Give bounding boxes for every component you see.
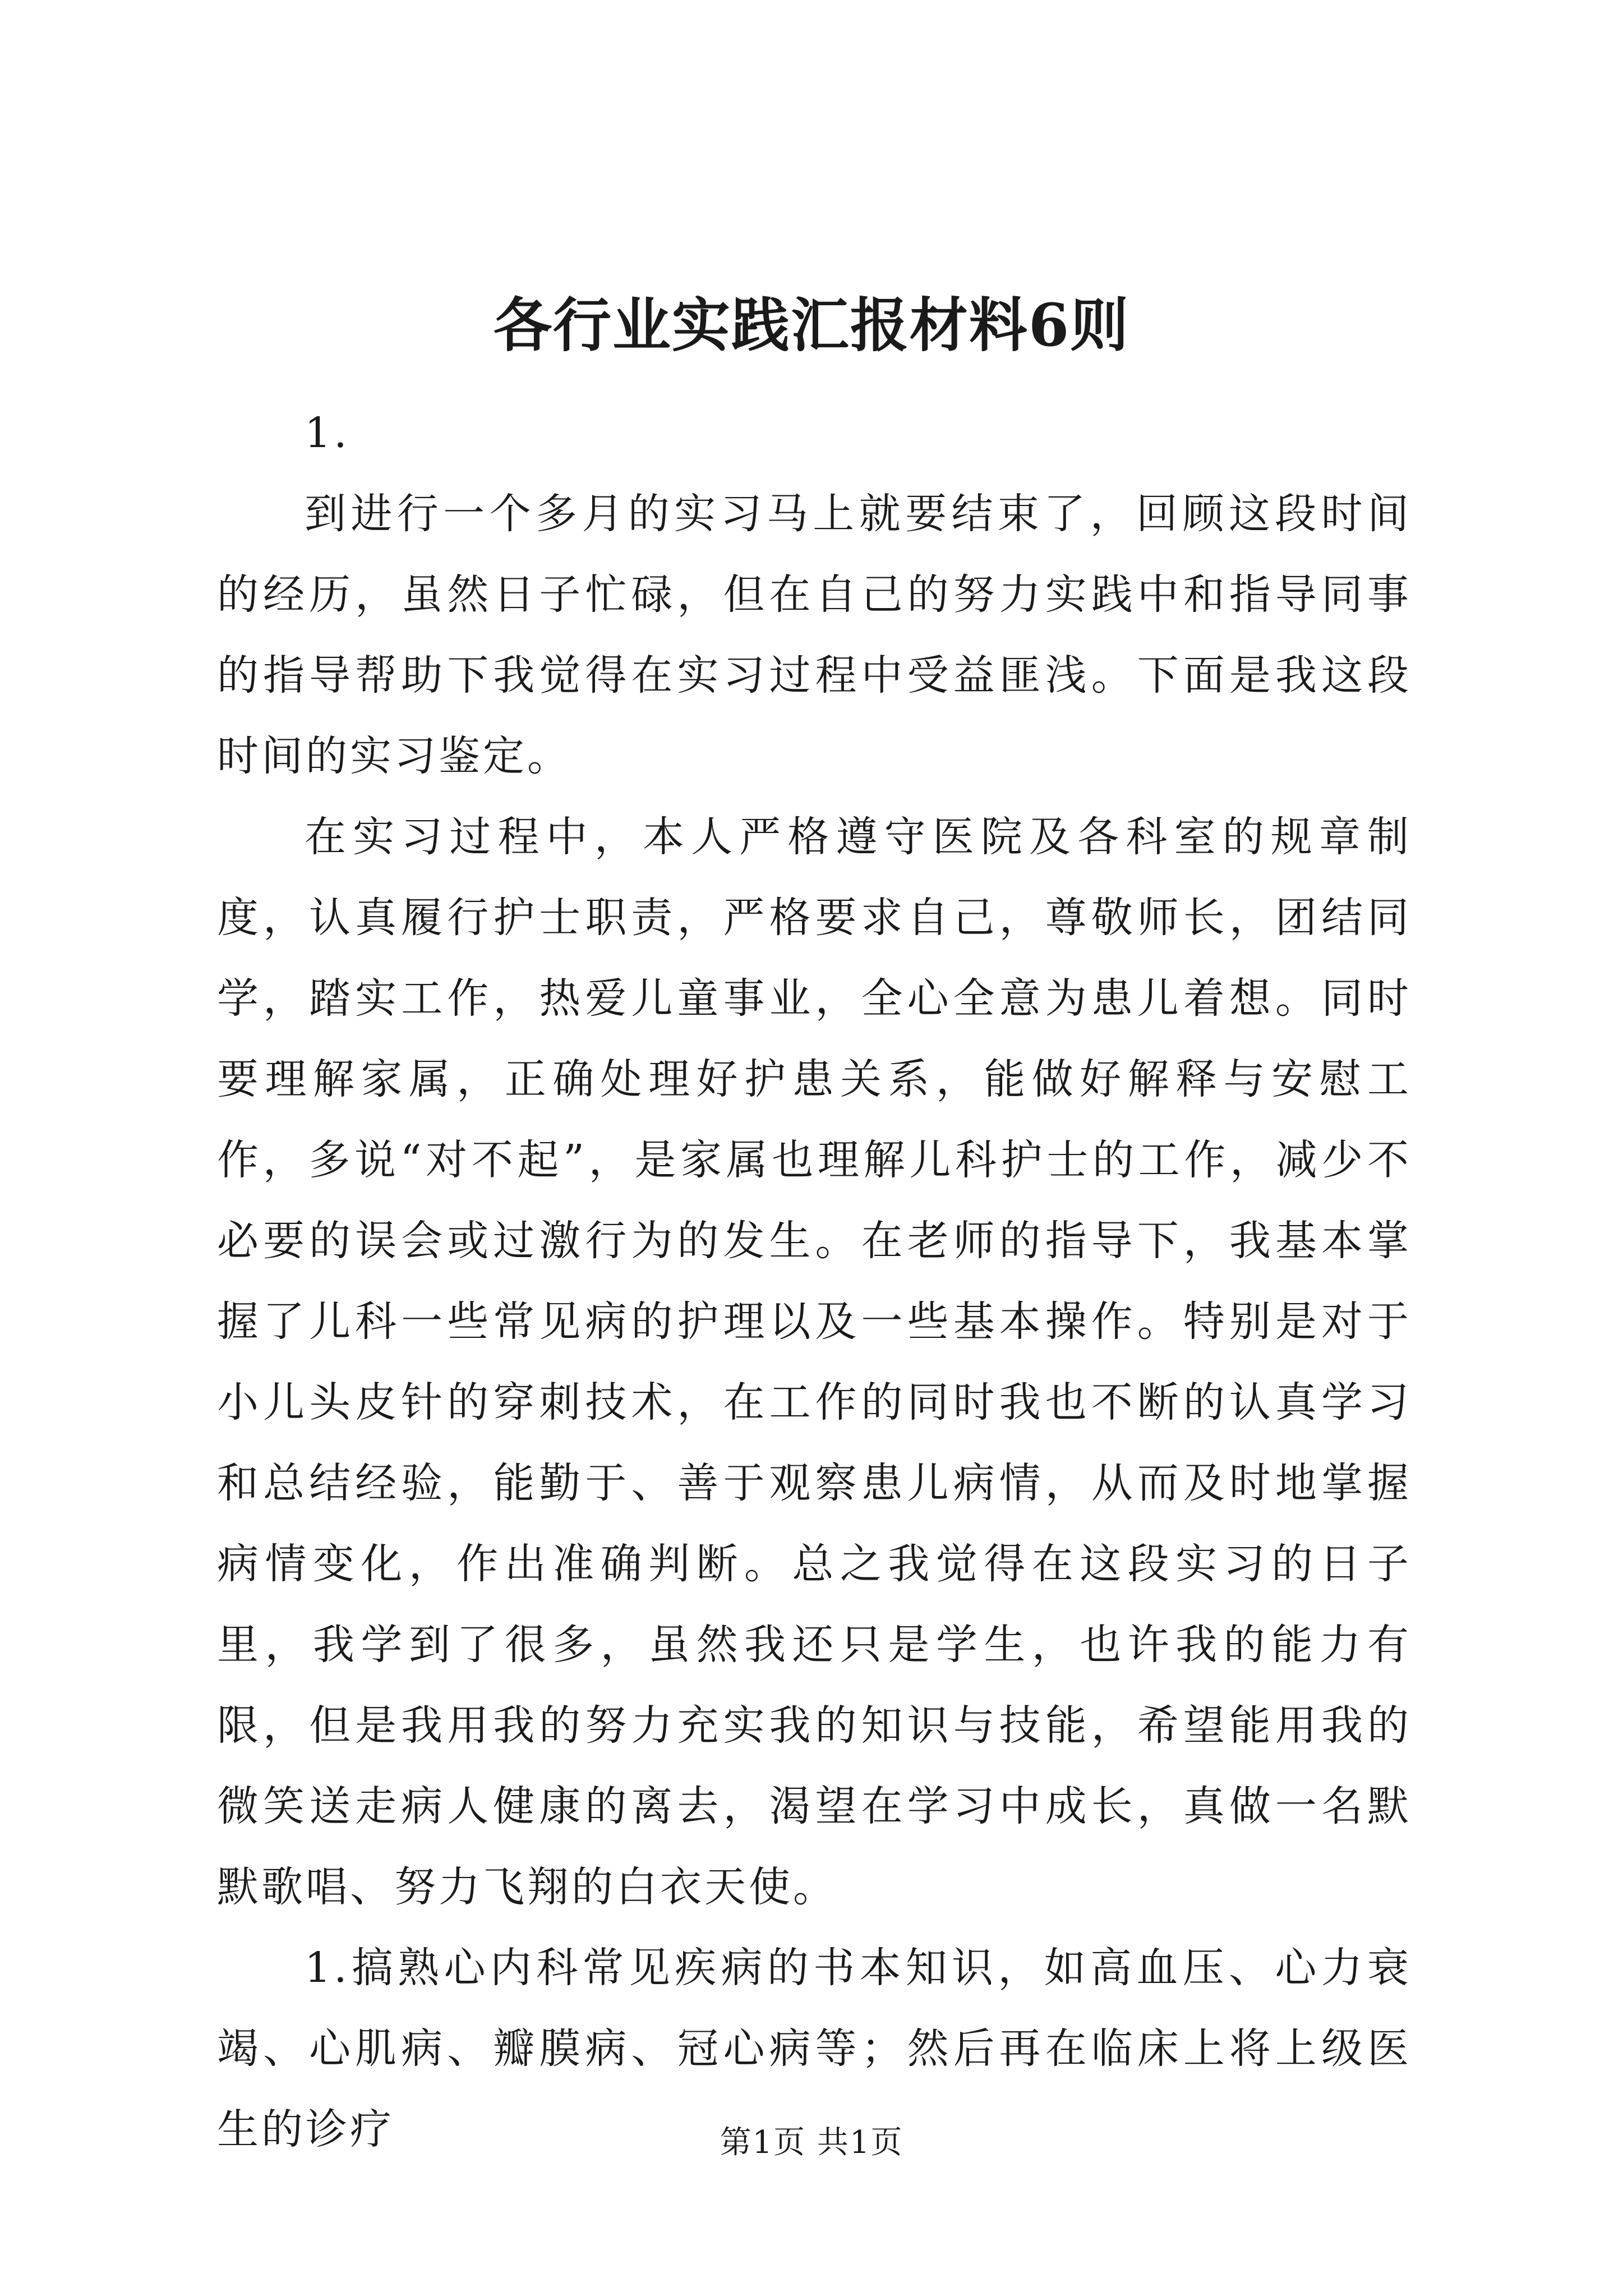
paragraph-intro: 到进行一个多月的实习马上就要结束了，回顾这段时间的经历，虽然日子忙碌，但在自己的努力实践中和指导同事的指导帮助下我觉得在实习过程中受益匪浅。下面是我这段时间的实习鉴定。 xyxy=(217,490,1412,780)
paragraph-number: 1. xyxy=(305,409,350,457)
page-footer: 第1页 共1页 xyxy=(720,2124,903,2161)
paragraph-item-1: 1.搞熟心内科常见疾病的书本知识，如高血压、心力衰竭、心肌病、瓣膜病、冠心病等；然后再在临床上将上级医生的诊疗 xyxy=(217,1944,1412,2154)
document-title: 各行业实践汇报材料6则 xyxy=(493,291,1130,360)
document-body xyxy=(217,393,1412,2170)
paragraph-internship: 在实习过程中，本人严格遵守医院及各科室的规章制度，认真履行护士职责，严格要求自己，尊敬师长，团结同学，踏实工作，热爱儿童事业，全心全意为患儿着想。同时要理解家属，正确处理好护患关系，能做好解释与安慰工作，多说“对不起”，是家属也理解儿科护士的工作，减少不必要的误会或过激行为的发生。在老师的指导下，我基本掌握了儿科一些常见病的护理以及一些基本操作。特别是对于小儿头皮针的穿刺技术，在工作的同时我也不断的认真学习和总结经验，能勤于、善于观察患儿病情，从而及时地掌握病情变化，作出准确判断。总之我觉得在这段实习的日子里，我学到了很多，虽然我还只是学生，也许我的能力有限，但是我用我的努力充实我的知识与技能，希望能用我的微笑送走病人健康的离去，渴望在学习中成长，真做一名默默歌唱、努力飞翔的白衣天使。 xyxy=(217,813,1412,1911)
